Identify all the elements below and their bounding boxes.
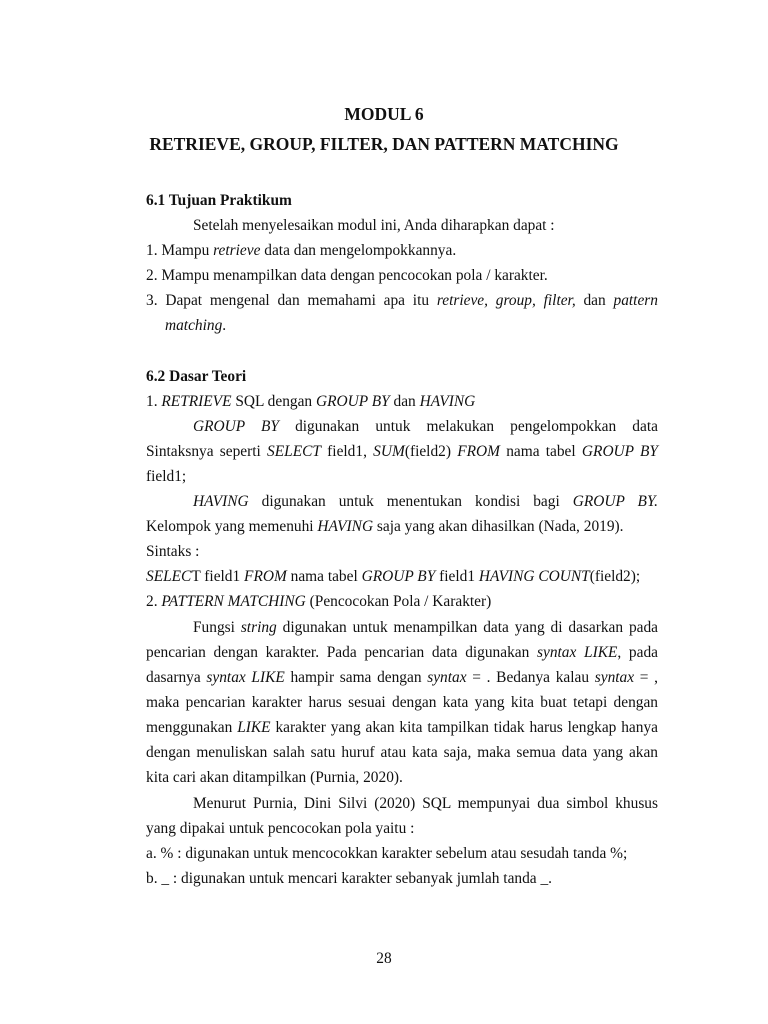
module-title: RETRIEVE, GROUP, FILTER, DAN PATTERN MATCHING xyxy=(149,134,619,154)
pattern-paragraph-line-5: menggunakan LIKE karakter yang akan kita tampilkan tidak harus lengkap hanya xyxy=(146,719,658,736)
subheading-pattern-matching: 2. PATTERN MATCHING (Pencocokan Pola / Karakter) xyxy=(146,593,492,610)
purnia-paragraph-line-2: yang dipakai untuk pencocokan pola yaitu : xyxy=(146,820,415,837)
subheading-retrieve: 1. RETRIEVE SQL dengan GROUP BY dan HAVING xyxy=(146,393,476,410)
group-by-paragraph-line-3: field1; xyxy=(146,468,187,485)
tujuan-item-2: 2. Mampu menampilkan data dengan pencocokan pola / karakter. xyxy=(146,267,548,284)
having-paragraph-line-2: Kelompok yang memenuhi HAVING saja yang akan dihasilkan (Nada, 2019). xyxy=(146,518,624,535)
purnia-paragraph-line-1: Menurut Purnia, Dini Silvi (2020) SQL mempunyai dua simbol khusus xyxy=(193,795,658,812)
section-heading-dasar-teori: 6.2 Dasar Teori xyxy=(146,368,247,385)
pattern-paragraph-line-2: pencarian dengan karakter. Pada pencarian data digunakan syntax LIKE, pada xyxy=(146,644,658,661)
symbol-list-item-b: b. _ : digunakan untuk mencari karakter sebanyak jumlah tanda _. xyxy=(146,870,553,887)
section-heading-tujuan: 6.1 Tujuan Praktikum xyxy=(146,192,292,209)
group-by-paragraph-line-1: GROUP BY digunakan untuk melakukan pengelompokkan data xyxy=(193,418,658,435)
pattern-paragraph-line-6: dengan menuliskan salah satu huruf atau kata saja, maka semua data yang akan xyxy=(146,744,658,761)
sintaks-label: Sintaks : xyxy=(146,543,200,560)
tujuan-item-1: 1. Mampu retrieve data dan mengelompokkannya. xyxy=(146,242,457,259)
having-paragraph-line-1: HAVING digunakan untuk menentukan kondisi bagi GROUP BY. xyxy=(193,493,658,510)
tujuan-intro: Setelah menyelesaikan modul ini, Anda diharapkan dapat : xyxy=(193,217,555,234)
pattern-paragraph-line-1: Fungsi string digunakan untuk menampilkan data yang di dasarkan pada xyxy=(193,619,658,636)
pattern-paragraph-line-3: dasarnya syntax LIKE hampir sama dengan syntax = . Bedanya kalau syntax = , xyxy=(146,669,658,686)
pattern-paragraph-line-4: maka pencarian karakter harus sesuai dengan kata yang kita buat tetapi dengan xyxy=(146,694,658,711)
sintaks-code: SELECT field1 FROM nama tabel GROUP BY field1 HAVING COUNT(field2); xyxy=(146,568,641,585)
symbol-list-item-a: a. % : digunakan untuk mencocokkan karakter sebelum atau sesudah tanda %; xyxy=(146,845,628,862)
module-label: MODUL 6 xyxy=(344,104,424,124)
group-by-paragraph-line-2: Sintaksnya seperti SELECT field1, SUM(field2) FROM nama tabel GROUP BY xyxy=(146,443,658,460)
pattern-paragraph-line-7: kita cari akan ditampilkan (Purnia, 2020). xyxy=(146,769,403,786)
tujuan-item-3-line-2: matching. xyxy=(165,317,227,334)
tujuan-item-3-line-1: 3. Dapat mengenal dan memahami apa itu retrieve, group, filter, dan pattern xyxy=(146,292,658,309)
page-number: 28 xyxy=(376,950,392,967)
